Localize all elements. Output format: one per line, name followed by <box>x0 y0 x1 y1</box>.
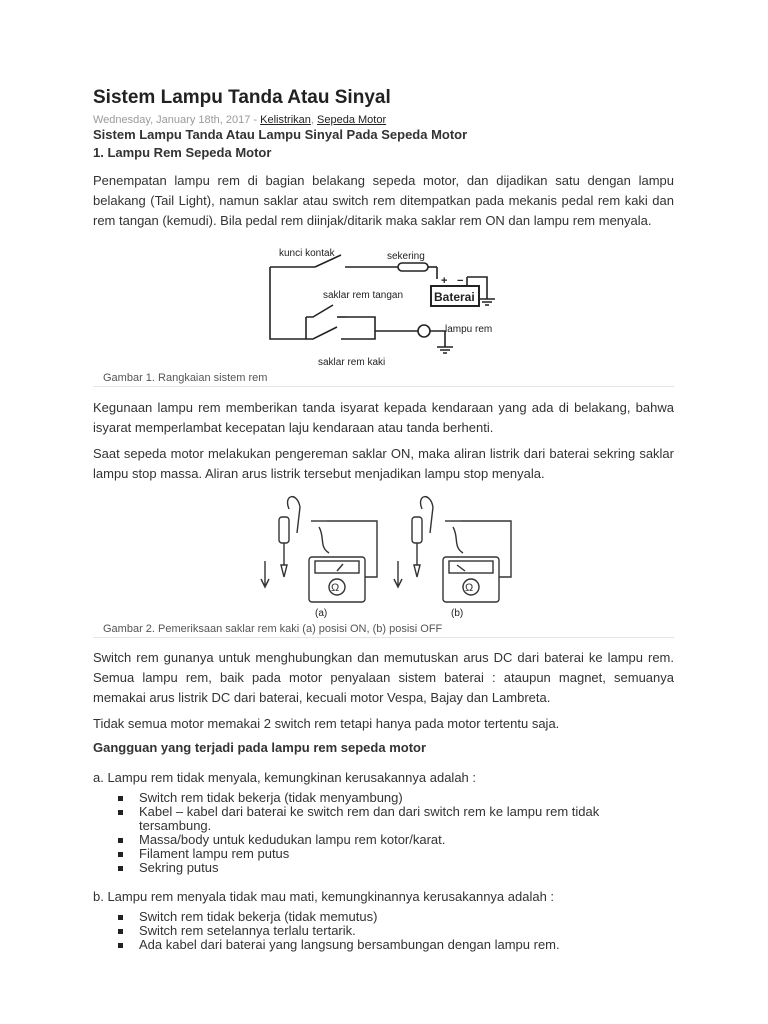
trouble-heading: Gangguan yang terjadi pada lampu rem sepeda motor <box>93 740 427 755</box>
label-saklar-rem-kaki: saklar rem kaki <box>318 357 386 368</box>
list-item: Ada kabel dari baterai yang langsung bersambungan dengan lampu rem. <box>93 938 674 952</box>
list-item: Switch rem setelannya terlalu tertarik. <box>93 924 674 938</box>
list-b <box>93 910 674 952</box>
list-item: Massa/body untuk kedudukan lampu rem kotor/karat. <box>93 833 674 847</box>
figure-2-caption: Gambar 2. Pemeriksaan saklar rem kaki (a) posisi ON, (b) posisi OFF <box>93 622 674 638</box>
list-a-title: a. Lampu rem tidak menyala, kemungkinan kerusakannya adalah : <box>93 770 476 785</box>
ohm-symbol-b: Ω <box>465 582 474 594</box>
figure-brake-circuit <box>93 239 674 371</box>
brake-circuit-diagram <box>93 239 674 371</box>
category-separator: , <box>310 114 318 126</box>
paragraph-5: Tidak semua motor memakai 2 switch rem tetapi hanya pada motor tertentu saja. <box>93 716 560 731</box>
label-a: (a) <box>315 608 328 619</box>
list-b-title: b. Lampu rem menyala tidak mau mati, kemungkinannya kerusakannya adalah : <box>93 889 555 904</box>
article <box>93 86 674 952</box>
list-item: Switch rem tidak bekerja (tidak menyambung) <box>93 791 674 805</box>
label-lampu-rem: lampu rem <box>445 324 493 335</box>
label-kunci-kontak: kunci kontak <box>279 248 335 259</box>
article-subtitle: Sistem Lampu Tanda Atau Lampu Sinyal Pada Sepeda Motor <box>93 127 468 142</box>
paragraph-2: Kegunaan lampu rem memberikan tanda isyarat kepada kendaraan yang ada di belakang, bahwa isyarat memperlambat kecepatan laju kendaraan atau tanda berhenti. <box>93 400 674 435</box>
label-b: (b) <box>451 608 464 619</box>
label-plus: + <box>441 275 448 287</box>
ohm-symbol-a: Ω <box>331 582 340 594</box>
label-saklar-rem-tangan: saklar rem tangan <box>323 290 404 301</box>
label-sekering: sekering <box>387 251 425 262</box>
section-heading: 1. Lampu Rem Sepeda Motor <box>93 145 272 160</box>
figure-switch-check <box>93 495 674 622</box>
list-item: Sekring putus <box>93 861 674 875</box>
multimeter-diagram <box>93 495 674 622</box>
figure-1-caption: Gambar 1. Rangkaian sistem rem <box>93 371 674 387</box>
list-a <box>93 791 674 875</box>
paragraph-3: Saat sepeda motor melakukan pengereman saklar ON, maka aliran listrik dari baterai sekring saklar lampu stop massa. Aliran arus listrik tersebut menjadikan lampu stop menyala. <box>93 446 674 481</box>
category-link-kelistrikan[interactable]: Kelistrikan <box>260 114 311 126</box>
list-item: Switch rem tidak bekerja (tidak memutus) <box>93 910 674 924</box>
article-title: Sistem Lampu Tanda Atau Sinyal <box>93 87 391 108</box>
paragraph-4: Switch rem gunanya untuk menghubungkan dan memutuskan arus DC dari baterai ke lampu rem. Semua lampu rem, baik pada motor penyalaan sistem baterai : ataupun magnet, semuanya memakai arus listrik DC dari baterai, kecuali motor Vespa, Bajay dan Lambreta. <box>93 650 674 705</box>
list-item: Kabel – kabel dari baterai ke switch rem dan dari switch rem ke lampu rem tidak tersambung. <box>93 805 674 833</box>
article-meta <box>93 113 674 127</box>
category-link-sepeda-motor[interactable]: Sepeda Motor <box>317 114 387 126</box>
label-minus: − <box>457 275 464 287</box>
post-date: Wednesday, January 18th, 2017 - <box>93 114 261 126</box>
paragraph-1: Penempatan lampu rem di bagian belakang sepeda motor, dan dijadikan satu dengan lampu belakang (Tail Light), namun saklar atau switch rem ditempatkan pada mekanis pedal rem kaki dan rem tangan (kemudi). Bila pedal rem diinjak/ditarik maka saklar rem ON dan lampu rem menyala. <box>93 173 674 228</box>
list-item: Filament lampu rem putus <box>93 847 674 861</box>
label-baterai: Baterai <box>434 290 475 304</box>
